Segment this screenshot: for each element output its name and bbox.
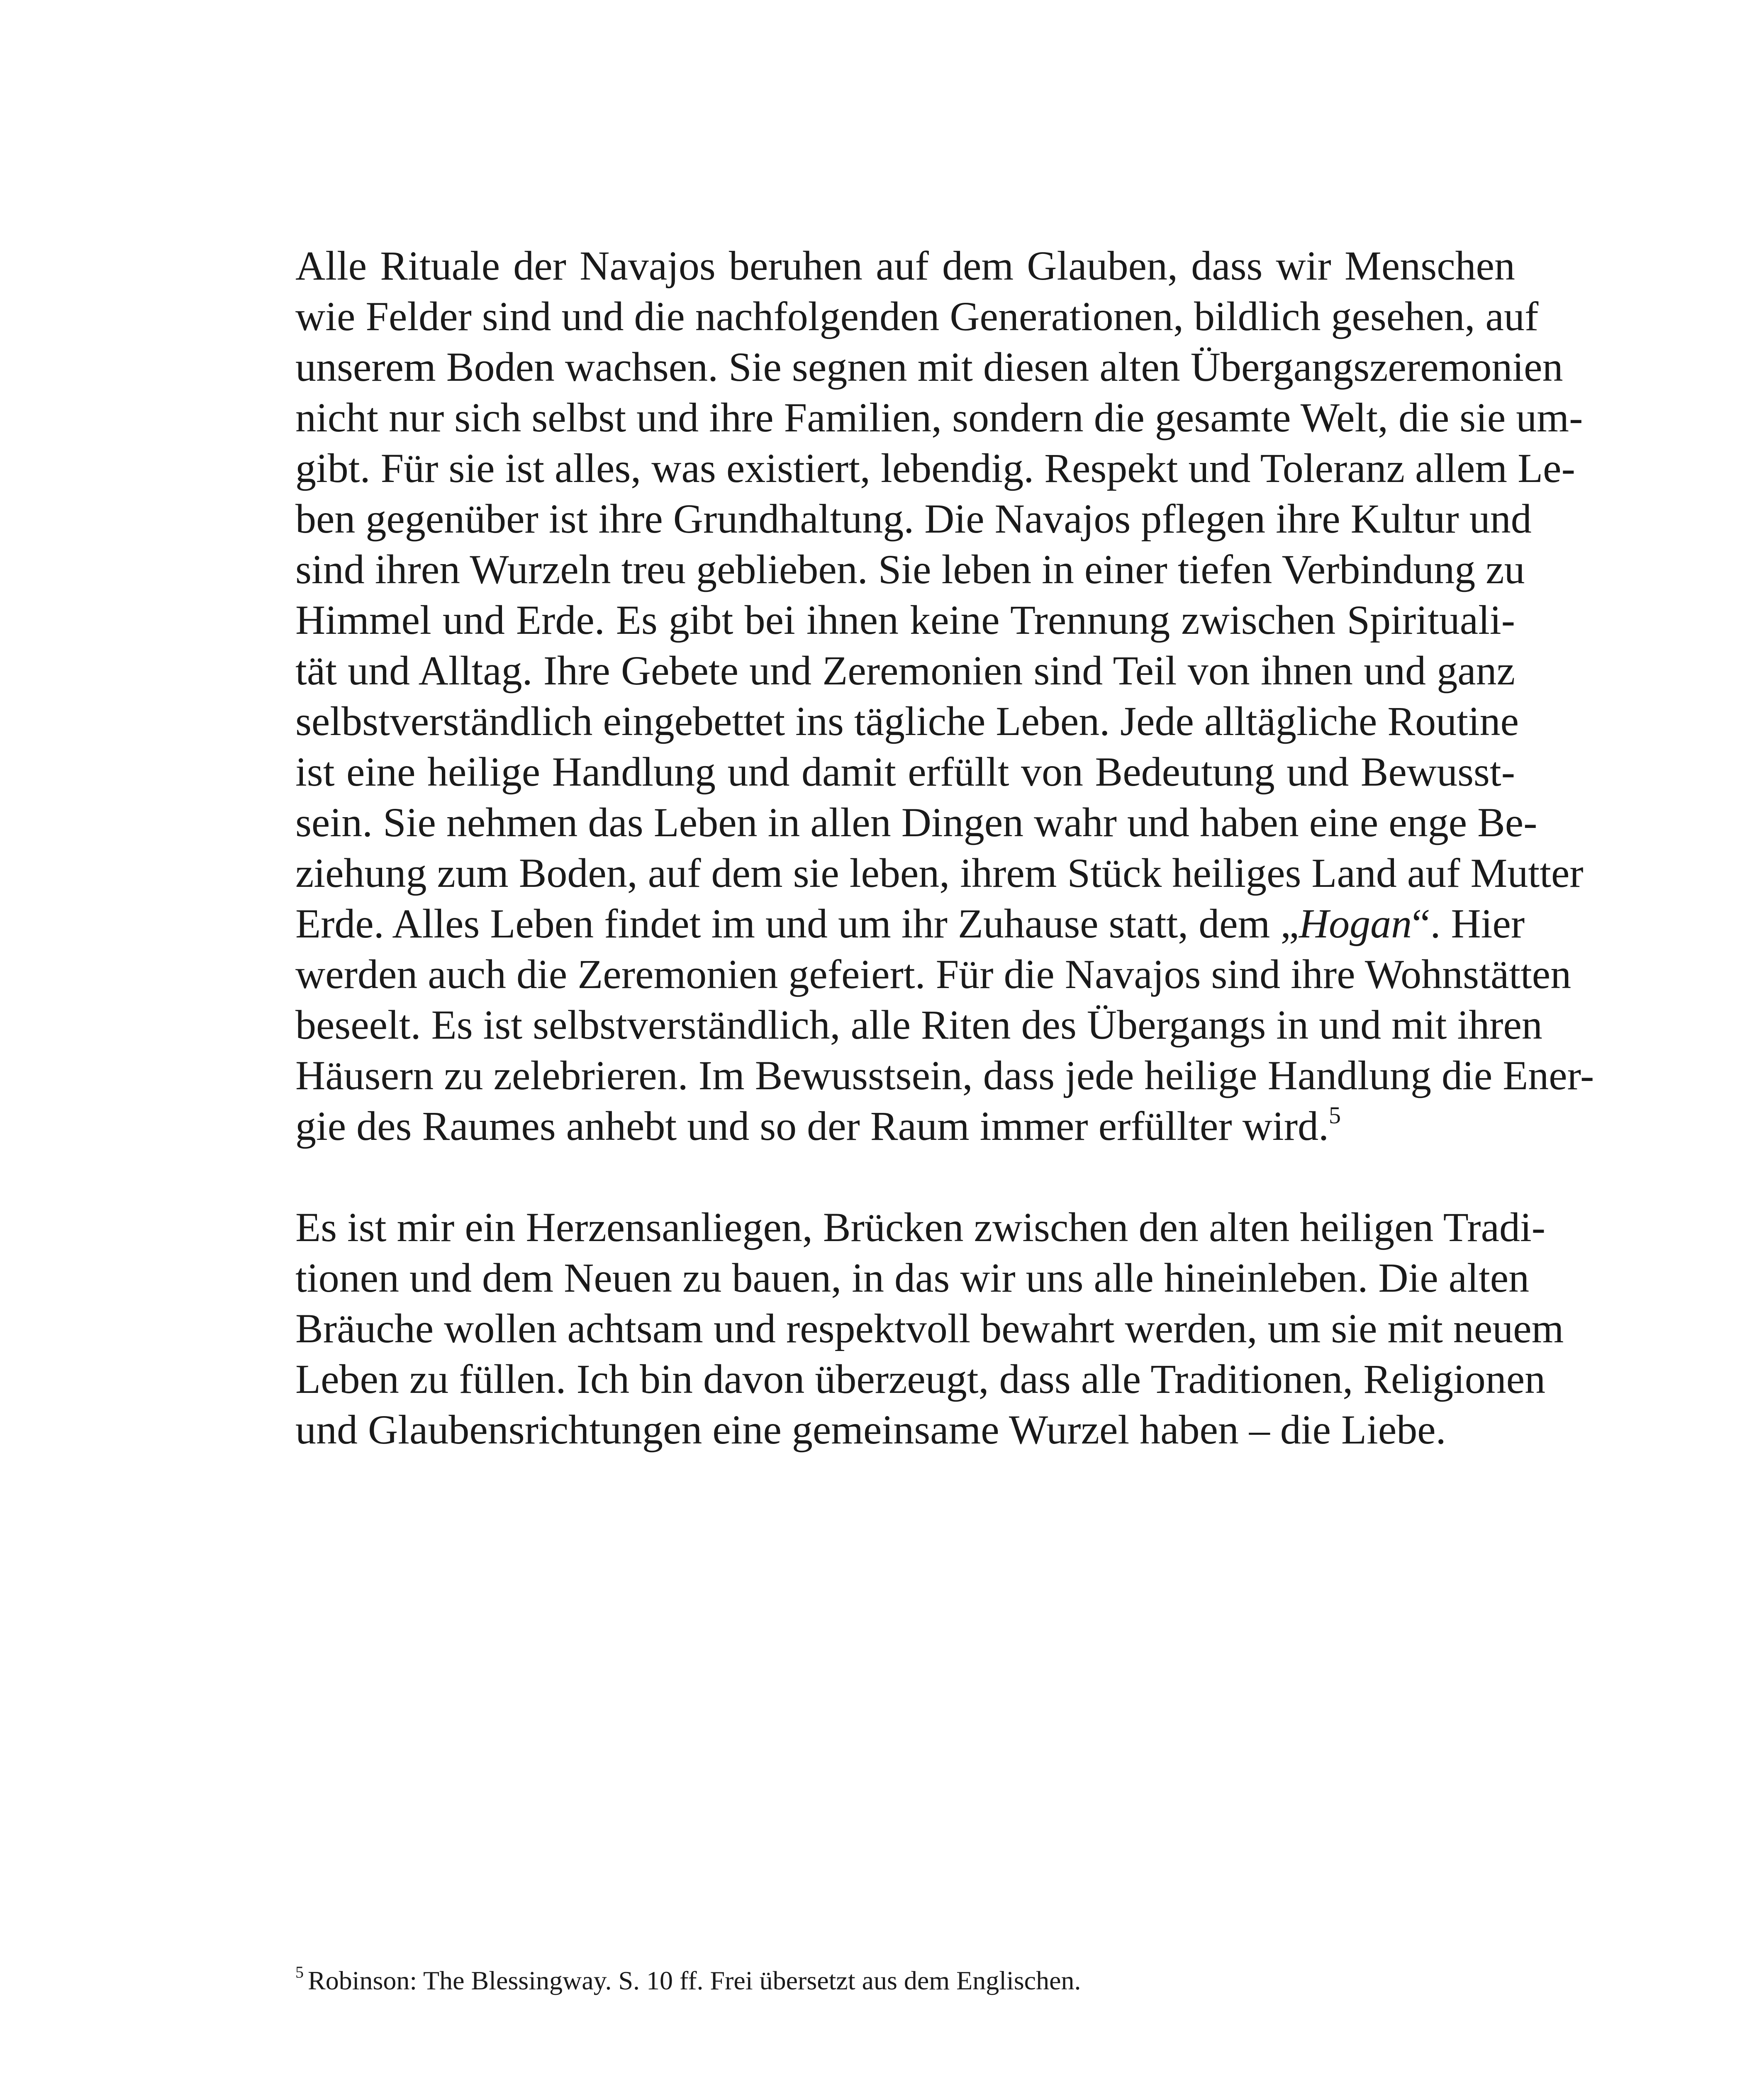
footnote-mark: 5 bbox=[295, 1963, 304, 1981]
text-line: Häusern zu zelebrieren. Im Bewusstsein, dass jede heilige Handlung die Ener- bbox=[295, 1052, 1594, 1098]
text-line: nicht nur sich selbst und ihre Familien, sondern die gesamte Welt, die sie um- bbox=[295, 394, 1583, 441]
text-line: Alle Rituale der Navajos beruhen auf dem Glauben, dass wir Menschen bbox=[295, 243, 1515, 289]
text-fragment: Erde. Alles Leben findet im und um ihr Zuhause statt, dem „ bbox=[295, 901, 1299, 947]
text-line: ben gegenüber ist ihre Grundhaltung. Die Navajos pflegen ihre Kultur und bbox=[295, 496, 1532, 542]
text-line: beseelt. Es ist selbstverständlich, alle Riten des Übergangs in und mit ihren bbox=[295, 1002, 1542, 1048]
text-line: werden auch die Zeremonien gefeiert. Für die Navajos sind ihre Wohnstätten bbox=[295, 951, 1572, 997]
text-line: wie Felder sind und die nachfolgenden Generationen, bildlich gesehen, auf bbox=[295, 293, 1539, 339]
text-line: Leben zu füllen. Ich bin davon überzeugt, dass alle Traditionen, Religionen bbox=[295, 1356, 1546, 1402]
footnote bbox=[295, 1964, 1515, 1997]
footnote-reference[interactable]: 5 bbox=[1329, 1102, 1341, 1129]
text-line: tät und Alltag. Ihre Gebete und Zeremonien sind Teil von ihnen und ganz bbox=[295, 648, 1515, 694]
paragraph-1 bbox=[295, 241, 1594, 1151]
paragraph-2 bbox=[295, 1202, 1564, 1455]
text-line: sind ihren Wurzeln treu geblieben. Sie leben in einer tiefen Verbindung zu bbox=[295, 546, 1525, 592]
text-line: Bräuche wollen achtsam und respektvoll bewahrt werden, um sie mit neuem bbox=[295, 1305, 1564, 1351]
text-line: gibt. Für sie ist alles, was existiert, lebendig. Respekt und Toleranz allem Le- bbox=[295, 445, 1575, 491]
text-line: ist eine heilige Handlung und damit erfüllt von Bedeutung und Bewusst- bbox=[295, 749, 1515, 795]
text-fragment: gie des Raumes anhebt und so der Raum immer erfüllter wird. bbox=[295, 1103, 1329, 1149]
text-line: Es ist mir ein Herzensanliegen, Brücken zwischen den alten heiligen Tradi- bbox=[295, 1204, 1546, 1250]
footnote-text: Robinson: The Blessingway. S. 10 ff. Frei übersetzt aus dem Englischen. bbox=[308, 1966, 1081, 1995]
text-line: Himmel und Erde. Es gibt bei ihnen keine Trennung zwischen Spirituali- bbox=[295, 597, 1515, 643]
text-line: sein. Sie nehmen das Leben in allen Dingen wahr und haben eine enge Be- bbox=[295, 799, 1537, 845]
italic-term-hogan: Hogan bbox=[1299, 901, 1412, 947]
text-line: unserem Boden wachsen. Sie segnen mit diesen alten Übergangszeremonien bbox=[295, 344, 1563, 390]
text-line-last: und Glaubensrichtungen eine gemeinsame Wurzel haben – die Liebe. bbox=[295, 1407, 1446, 1453]
text-line: tionen und dem Neuen zu bauen, in das wir uns alle hineinleben. Die alten bbox=[295, 1255, 1530, 1301]
text-line-hogan bbox=[295, 898, 1525, 949]
text-line: ziehung zum Boden, auf dem sie leben, ihrem Stück heiliges Land auf Mutter bbox=[295, 850, 1584, 896]
paragraph-spacer bbox=[295, 1151, 1515, 1202]
body-text bbox=[295, 241, 1594, 1455]
text-fragment: “. Hier bbox=[1412, 901, 1525, 947]
text-line: selbstverständlich eingebettet ins tägliche Leben. Jede alltägliche Routine bbox=[295, 698, 1519, 744]
text-line-last bbox=[295, 1101, 1515, 1151]
